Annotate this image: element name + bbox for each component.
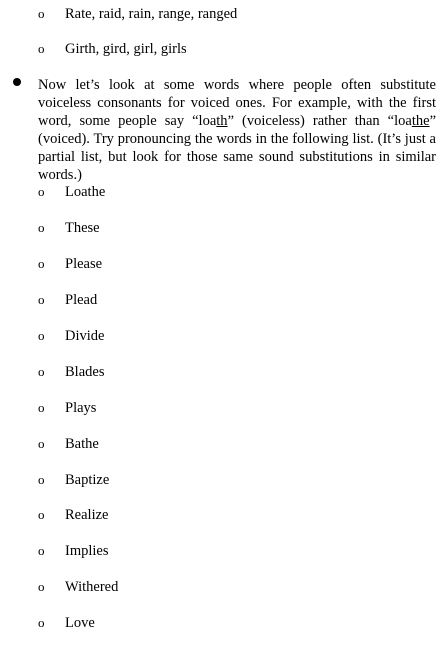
hollow-bullet-icon: o [38, 543, 45, 558]
list-item-text: Divide [65, 328, 105, 344]
hollow-bullet-icon: o [38, 292, 45, 307]
list-item-text: Implies [65, 543, 109, 559]
hollow-bullet-icon: o [38, 328, 45, 343]
paragraph-text: ” (voiceless) rather than “loa [227, 113, 412, 129]
instruction-paragraph [38, 76, 436, 184]
hollow-bullet-icon: o [38, 364, 45, 379]
list-item-text: Please [65, 256, 103, 272]
hollow-bullet-icon: o [38, 579, 45, 594]
list-item-text: Plead [65, 292, 98, 308]
list-item [0, 362, 440, 382]
list-item-text: These [65, 220, 100, 236]
bullet-icon [13, 78, 21, 86]
list-item [0, 577, 440, 597]
list-item [0, 218, 440, 238]
list-item [0, 4, 440, 24]
underlined-sound: the [411, 113, 430, 129]
list-item [0, 505, 440, 525]
hollow-bullet-icon: o [38, 6, 45, 21]
paragraph-text: Now let’s look at some words where people often substitute voiceless consonants for voiced ones. For example, with the first word, some people say “loa [38, 77, 436, 129]
list-item [0, 470, 440, 490]
list-item [0, 613, 440, 633]
list-item [0, 434, 440, 454]
hollow-bullet-icon: o [38, 256, 45, 271]
list-item [0, 398, 440, 418]
list-item [0, 182, 440, 202]
hollow-bullet-icon: o [38, 220, 45, 235]
list-item-text: Baptize [65, 472, 110, 488]
list-item-text: Withered [65, 579, 119, 595]
list-item [0, 290, 440, 310]
list-item-text: Plays [65, 400, 97, 416]
list-item [0, 39, 440, 59]
underlined-sound: th [216, 113, 228, 129]
list-item-text: Realize [65, 507, 109, 523]
hollow-bullet-icon: o [38, 615, 45, 630]
list-item [0, 254, 440, 274]
hollow-bullet-icon: o [38, 436, 45, 451]
list-item-text: Bathe [65, 436, 99, 452]
list-item-text: Girth, gird, girl, girls [65, 41, 187, 57]
list-item-text: Love [65, 615, 95, 631]
hollow-bullet-icon: o [38, 400, 45, 415]
list-item [0, 541, 440, 561]
hollow-bullet-icon: o [38, 184, 45, 199]
list-item-text: Blades [65, 364, 105, 380]
paragraph-text: ” (voiced). Try pronouncing the words in the following list. (It’s just a partial list, but look for those same sound substitutions in similar words.) [38, 113, 436, 183]
hollow-bullet-icon: o [38, 41, 45, 56]
hollow-bullet-icon: o [38, 472, 45, 487]
list-item-text: Rate, raid, rain, range, ranged [65, 6, 238, 22]
hollow-bullet-icon: o [38, 507, 45, 522]
list-item [0, 326, 440, 346]
list-item-text: Loathe [65, 184, 106, 200]
